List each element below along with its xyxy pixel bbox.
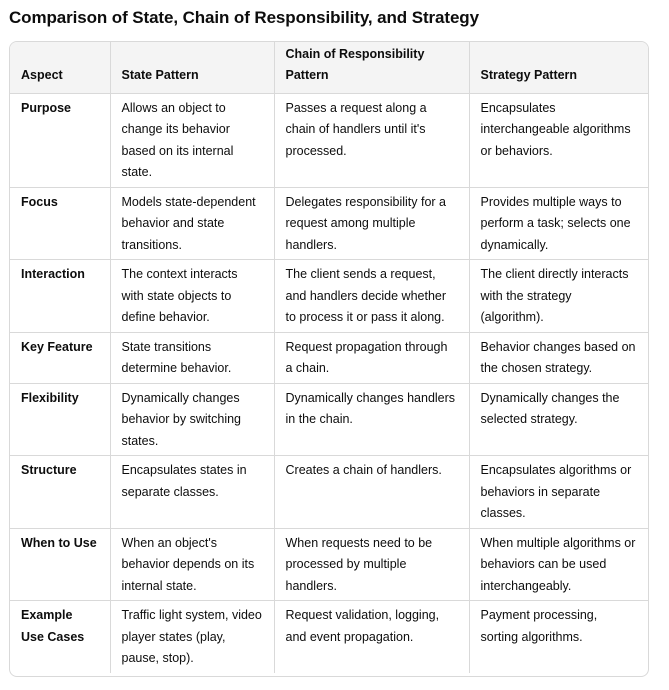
header-aspect: Aspect bbox=[10, 42, 110, 93]
table-row bbox=[10, 601, 648, 673]
state-cell: State transitions determine behavior. bbox=[110, 332, 274, 383]
table-row bbox=[10, 528, 648, 601]
state-cell: Models state-dependent behavior and state transitions. bbox=[110, 187, 274, 260]
table-row bbox=[10, 383, 648, 456]
table-row bbox=[10, 93, 648, 187]
aspect-cell: Interaction bbox=[10, 260, 110, 333]
comparison-table-container bbox=[9, 41, 649, 677]
strategy-cell: Behavior changes based on the chosen strategy. bbox=[469, 332, 648, 383]
chain-cell: Request propagation through a chain. bbox=[274, 332, 469, 383]
state-cell: When an object's behavior depends on its internal state. bbox=[110, 528, 274, 601]
strategy-cell: Encapsulates interchangeable algorithms or behaviors. bbox=[469, 93, 648, 187]
chain-cell: Creates a chain of handlers. bbox=[274, 456, 469, 529]
state-cell: Traffic light system, video player states (play, pause, stop). bbox=[110, 601, 274, 673]
table-row bbox=[10, 456, 648, 529]
table-header-row bbox=[10, 42, 648, 93]
comparison-table bbox=[10, 42, 648, 673]
table-row bbox=[10, 187, 648, 260]
aspect-cell: Structure bbox=[10, 456, 110, 529]
chain-cell: Delegates responsibility for a request among multiple handlers. bbox=[274, 187, 469, 260]
header-chain-of-responsibility: Chain of Responsibility Pattern bbox=[274, 42, 469, 93]
strategy-cell: When multiple algorithms or behaviors can be used interchangeably. bbox=[469, 528, 648, 601]
strategy-cell: Encapsulates algorithms or behaviors in separate classes. bbox=[469, 456, 648, 529]
page-title: Comparison of State, Chain of Responsibility, and Strategy bbox=[9, 8, 479, 27]
header-state-pattern: State Pattern bbox=[110, 42, 274, 93]
table-row bbox=[10, 332, 648, 383]
header-strategy-pattern: Strategy Pattern bbox=[469, 42, 648, 93]
state-cell: The context interacts with state objects to define behavior. bbox=[110, 260, 274, 333]
chain-cell: Dynamically changes handlers in the chain. bbox=[274, 383, 469, 456]
state-cell: Allows an object to change its behavior based on its internal state. bbox=[110, 93, 274, 187]
aspect-cell: Key Feature bbox=[10, 332, 110, 383]
strategy-cell: Provides multiple ways to perform a task; selects one dynamically. bbox=[469, 187, 648, 260]
chain-cell: When requests need to be processed by multiple handlers. bbox=[274, 528, 469, 601]
aspect-cell: Example Use Cases bbox=[10, 601, 110, 673]
strategy-cell: Payment processing, sorting algorithms. bbox=[480, 608, 598, 644]
strategy-cell: Dynamically changes the selected strategy. bbox=[469, 383, 648, 456]
state-cell: Dynamically changes behavior by switching states. bbox=[110, 383, 274, 456]
state-cell: Encapsulates states in separate classes. bbox=[110, 456, 274, 529]
table-row bbox=[10, 260, 648, 333]
aspect-cell: Flexibility bbox=[10, 383, 110, 456]
aspect-cell: When to Use bbox=[10, 528, 110, 601]
chain-cell: The client sends a request, and handlers decide whether to process it or pass it along. bbox=[274, 260, 469, 333]
aspect-cell: Focus bbox=[10, 187, 110, 260]
aspect-cell: Purpose bbox=[10, 93, 110, 187]
chain-cell: Request validation, logging, and event propagation. bbox=[274, 601, 469, 673]
chain-cell: Passes a request along a chain of handlers until it's processed. bbox=[274, 93, 469, 187]
strategy-cell: The client directly interacts with the strategy (algorithm). bbox=[469, 260, 648, 333]
